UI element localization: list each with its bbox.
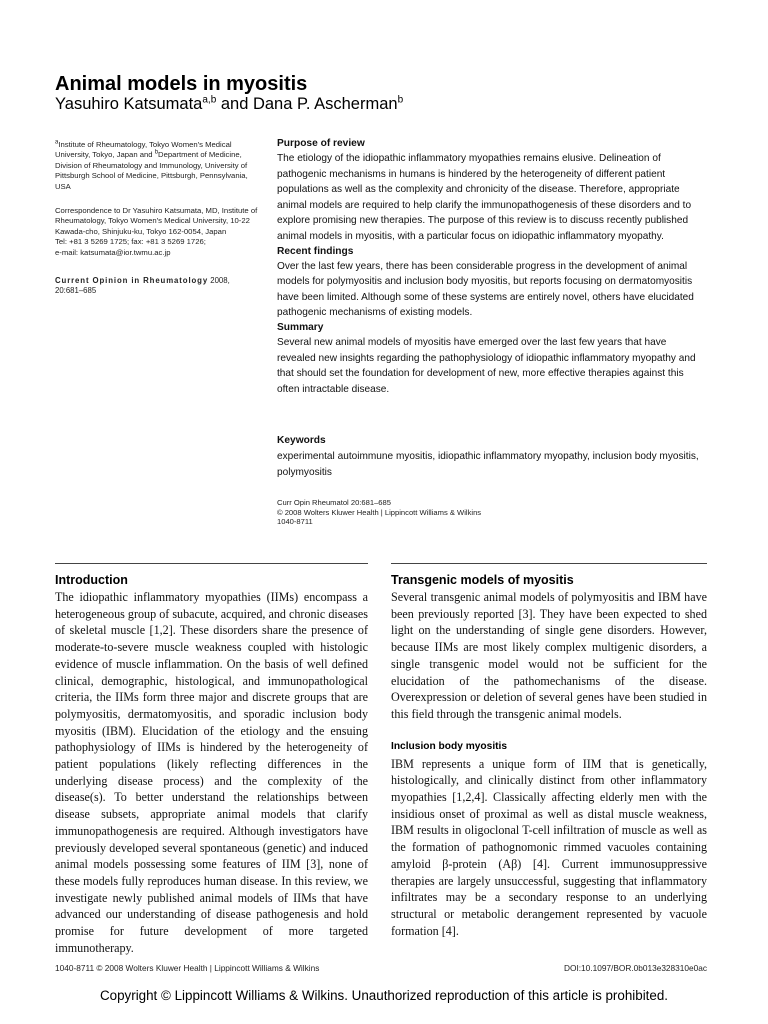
correspondence-email: e-mail: katsumata@ior.twmu.ac.jp — [55, 247, 171, 257]
introduction-heading: Introduction — [55, 573, 128, 587]
footer-doi: DOI:10.1097/BOR.0b013e328310e0ac — [564, 963, 707, 973]
transgenic-section — [391, 572, 707, 939]
keywords-text: experimental autoimmune myositis, idiopathic inflammatory myopathy, inclusion body myositis, polymyositis — [277, 451, 699, 478]
journal-pages: 20:681–685 — [55, 286, 97, 296]
affiliation-b: Department of Medicine, Division of Rheumatology and Immunology, University of Pittsburgh School of Medicine, Pittsburgh, Pennsylvania, USA — [55, 150, 248, 191]
affiliation-mark-b: b — [154, 149, 159, 156]
journal-year: 2008, — [208, 276, 230, 285]
footer-publisher: 1040-8711 © 2008 Wolters Kluwer Health | Lippincott Williams & Wilkins — [55, 963, 320, 973]
citation-line-2: © 2008 Wolters Kluwer Health | Lippincott Williams & Wilkins — [277, 507, 482, 517]
ibm-text: IBM represents a unique form of IIM that is genetically, histologically, and clinically distinct from other inflammatory myopathies [1,2,4]. Classically affecting elderly men with the insidious onset of proximal as well as distal muscle weakness, IBM results in oligoclonal T-cell infiltration of muscle as well as the formation of pathognomonic rimmed vacuoles containing amyloid β-protein (Aβ) [4]. Current immunosuppressive therapies are largely unsuccessful, suggesting that inflammatory infiltrates may be a secondary response to an underlying structural or metabolic derangement represented by vacuole formation [4]. — [391, 756, 707, 938]
abstract — [277, 137, 707, 397]
journal-reference — [55, 276, 267, 297]
affiliation-mark-a: a — [55, 139, 59, 146]
correspondence-address: Correspondence to Dr Yasuhiro Katsumata, MD, Institute of Rheumatology, Tokyo Women's Medical University, 10-22 Kawada-cho, Shinjuku-ku, Tokyo 162-0054, Japan — [55, 206, 258, 236]
correspondence-block — [55, 206, 265, 258]
citation-line-3: 1040-8711 — [277, 517, 313, 527]
summary-heading: Summary — [277, 321, 324, 333]
findings-text: Over the last few years, there has been considerable progress in the development of animal models for polymyositis and inclusion body myositis, but reports focusing on dermatomyositis have been limited. Although some of these systems are entirely novel, others have elucidated pathogenic mechanisms of existing models. — [277, 260, 694, 319]
affiliation-a: Institute of Rheumatology, Tokyo Women's Medical University, Tokyo, Japan and — [55, 140, 232, 160]
article-title: Animal models in myositis — [55, 73, 308, 95]
affiliations — [55, 140, 265, 192]
keywords-block — [277, 434, 707, 480]
introduction-text: The idiopathic inflammatory myopathies (IIMs) encompass a heterogeneous group of subacute, acquired, and chronic diseases of skeletal muscle [1,2]. These disorders share the presence of moderate-to-severe muscle weakness coupled with histologic evidence of muscle inflammation. On the basis of well defined clinical, demographic, histological, and immunopathological criteria, the IIMs form three major and discrete groups that are polymyositis, dermatomyositis, and sporadic inclusion body myositis (IBM). Elucidation of the etiology and the ensuing pathophysiology of IIMs is hindered by the heterogeneity of patient populations (likely reflecting differences in the underlying disease process) and the complexity of the disease(s). To better understand the relationships between disease subsets, appropriate animal models that clarify immunopathogenesis are required. Although investigators have previously developed several spontaneous (genetic) and induced animal models possessing some features of IIM [3], none of these models fully reproduces human disease. In this review, we investigate newly published animal models of IIMs that have advanced our understanding of disease pathogenesis and hold promise for future development of more targeted immunotherapy. — [55, 590, 368, 955]
citation-block — [277, 498, 707, 527]
findings-heading: Recent findings — [277, 245, 354, 257]
ibm-heading: Inclusion body myositis — [391, 740, 508, 752]
transgenic-heading: Transgenic models of myositis — [391, 573, 574, 587]
right-column-divider — [391, 563, 707, 564]
author-1-affiliation-marks: a,b — [202, 94, 217, 106]
copyright-notice: Copyright © Lippincott Williams & Wilkins. Unauthorized reproduction of this article is prohibited. — [99, 988, 669, 1003]
citation-line-1: Curr Opin Rheumatol 20:681–685 — [277, 498, 391, 507]
purpose-heading: Purpose of review — [277, 138, 365, 149]
author-1: Yasuhiro Katsumata — [55, 95, 203, 113]
introduction-section — [55, 572, 368, 956]
transgenic-text: Several transgenic animal models of polymyositis and IBM have been previously reported [3]. They have been expected to shed light on the understanding of single gene disorders. However, because IIMs are most likely complex multigenic disorders, a single transgenic model would not be sufficient for the elucidation of the pathomechanisms of the disease. Overexpression or deletion of several genes have been studied in this field through the transgenic animal models. — [391, 590, 707, 721]
correspondence-phone: Tel: +81 3 5269 1725; fax: +81 3 5269 1726; — [55, 237, 206, 247]
keywords-heading: Keywords — [277, 435, 326, 446]
left-column-divider — [55, 563, 368, 564]
author-2-affiliation-mark: b — [397, 94, 404, 106]
author-2: and Dana P. Ascherman — [216, 95, 398, 113]
purpose-text: The etiology of the idiopathic inflammatory myopathies remains elusive. Delineation of pathogenic mechanisms in humans is hindered by the heterogeneity of different patient populations as well as the complexity and chronicity of the disease. Therefore, appropriate animal models are required to help clarify the immunopathogenesis of these disorders and to explore promising new therapies. The purpose of this review is to discuss recently published animal models in myositis, with a particular focus on idiopathic inflammatory myopathy. — [277, 153, 692, 242]
journal-name: Current Opinion in Rheumatology — [55, 276, 209, 285]
summary-text: Several new animal models of myositis have emerged over the last few years that have revealed new insights regarding the pathophysiology of idiopathic inflammatory myopathy and that should set the foundation for development of new, more effective therapies against this often intractable disease. — [277, 336, 696, 395]
author-line — [55, 93, 403, 115]
